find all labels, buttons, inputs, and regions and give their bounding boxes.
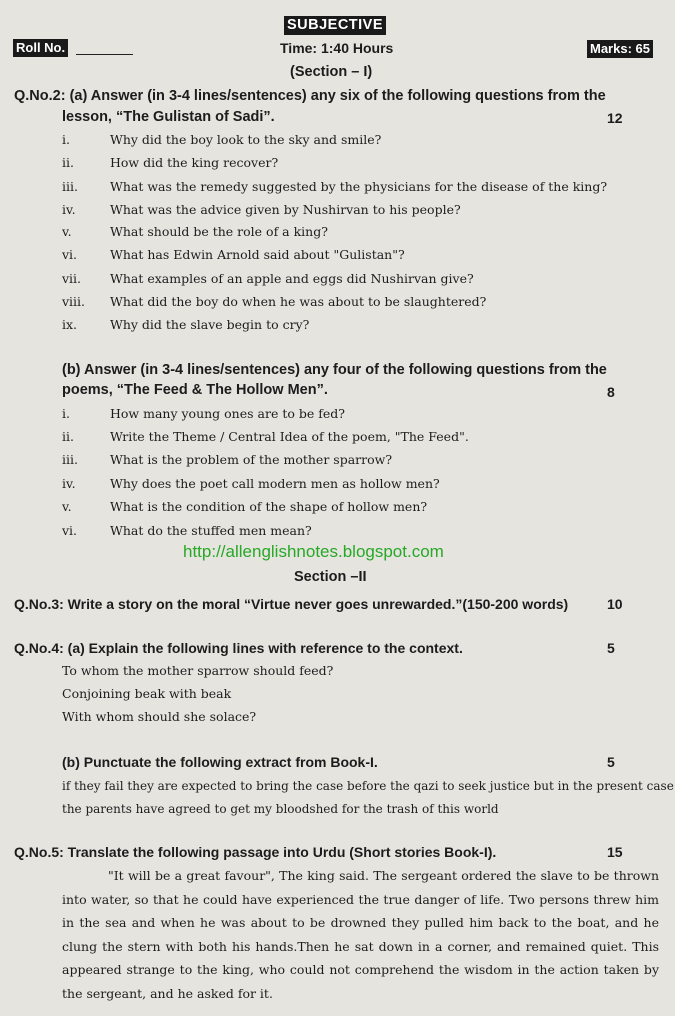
item-text: How many young ones are to be fed? [110, 406, 345, 421]
item-text: What do the stuffed men mean? [110, 523, 312, 538]
item-text: Why does the poet call modern men as hollow men? [110, 476, 440, 491]
q2b-heading-line2: poems, “The Feed & The Hollow Men”. [62, 382, 328, 398]
roll-no-label: Roll No. [13, 39, 68, 57]
item-number: vii. [62, 271, 82, 286]
item-text: What has Edwin Arnold said about "Gulistan"? [110, 247, 405, 262]
q4b-heading: (b) Punctuate the following extract from Book-I. [62, 754, 378, 770]
item-number: i. [62, 132, 70, 147]
q2a-heading-line2: lesson, “The Gulistan of Sadi”. [62, 109, 275, 125]
item-text: Write the Theme / Central Idea of the poem, "The Feed". [110, 429, 469, 444]
item-text: What should be the role of a king? [110, 224, 328, 239]
item-text: What is the problem of the mother sparrow? [110, 452, 393, 467]
q4b-marks: 5 [607, 754, 615, 770]
item-text: Why did the slave begin to cry? [110, 317, 310, 332]
marks-label: Marks: 65 [587, 40, 653, 58]
item-number: iv. [62, 202, 76, 217]
q2b-heading-line1: (b) Answer (in 3-4 lines/sentences) any four of the following questions from the [62, 362, 607, 378]
q2a-heading-line1: Q.No.2: (a) Answer (in 3-4 lines/sentences) any six of the following questions from the [14, 88, 606, 104]
item-number: vi. [62, 523, 78, 538]
item-text: What examples of an apple and eggs did Nushirvan give? [110, 271, 474, 286]
item-number: v. [62, 499, 72, 514]
item-number: ii. [62, 429, 74, 444]
item-text: How did the king recover? [110, 155, 279, 170]
item-number: viii. [62, 294, 86, 309]
q5-heading: Q.No.5: Translate the following passage into Urdu (Short stories Book-I). [14, 844, 497, 860]
q5-passage: "It will be a great favour", The king said. The sergeant ordered the slave to be thrown into water, so that he could have experienced the true danger of life. Two persons threw him in the sea and when he was about to be drowned they pulled him back to the boat, and he clung the stern with both his hands.Then he sat down in a corner, and remained quiet. This appeared strange to the king, who could not comprehend the wisdom in the action taken by the sergeant, and he asked for it. [62, 868, 659, 1001]
subjective-title: SUBJECTIVE [284, 16, 386, 35]
q4a-marks: 5 [607, 640, 615, 656]
item-number: i. [62, 406, 70, 421]
item-text: What is the condition of the shape of hollow men? [110, 499, 428, 514]
q3-marks: 10 [607, 596, 623, 612]
q5-marks: 15 [607, 844, 623, 860]
item-number: iii. [62, 179, 78, 194]
q4b-line: the parents have agreed to get my bloodshed for the trash of this world [62, 802, 499, 816]
q4a-line: With whom should she solace? [62, 709, 257, 724]
q3-heading: Q.No.3: Write a story on the moral “Virtue never goes unrewarded.”(150-200 words) [14, 596, 569, 612]
q4a-heading: Q.No.4: (a) Explain the following lines with reference to the context. [14, 640, 463, 656]
item-text: What did the boy do when he was about to be slaughtered? [110, 294, 487, 309]
item-number: iii. [62, 452, 78, 467]
q2a-marks: 12 [607, 110, 623, 126]
item-number: iv. [62, 476, 76, 491]
q2b-marks: 8 [607, 384, 615, 400]
website-link[interactable]: http://allenglishnotes.blogspot.com [183, 542, 444, 561]
item-text: What was the remedy suggested by the physicians for the disease of the king? [110, 179, 608, 194]
item-number: ii. [62, 155, 74, 170]
q4b-line: if they fail they are expected to bring the case before the qazi to seek justice but in the present case [62, 779, 674, 793]
roll-no-blank [76, 54, 133, 55]
item-number: v. [62, 224, 72, 239]
item-number: ix. [62, 317, 78, 332]
section-1-heading: (Section – I) [290, 64, 373, 80]
item-text: Why did the boy look to the sky and smile? [110, 132, 382, 147]
q4a-line: To whom the mother sparrow should feed? [62, 663, 334, 678]
item-number: vi. [62, 247, 78, 262]
section-2-heading: Section –II [294, 569, 367, 585]
time-label: Time: 1:40 Hours [280, 40, 394, 56]
q4a-line: Conjoining beak with beak [62, 686, 232, 701]
item-text: What was the advice given by Nushirvan to his people? [110, 202, 461, 217]
